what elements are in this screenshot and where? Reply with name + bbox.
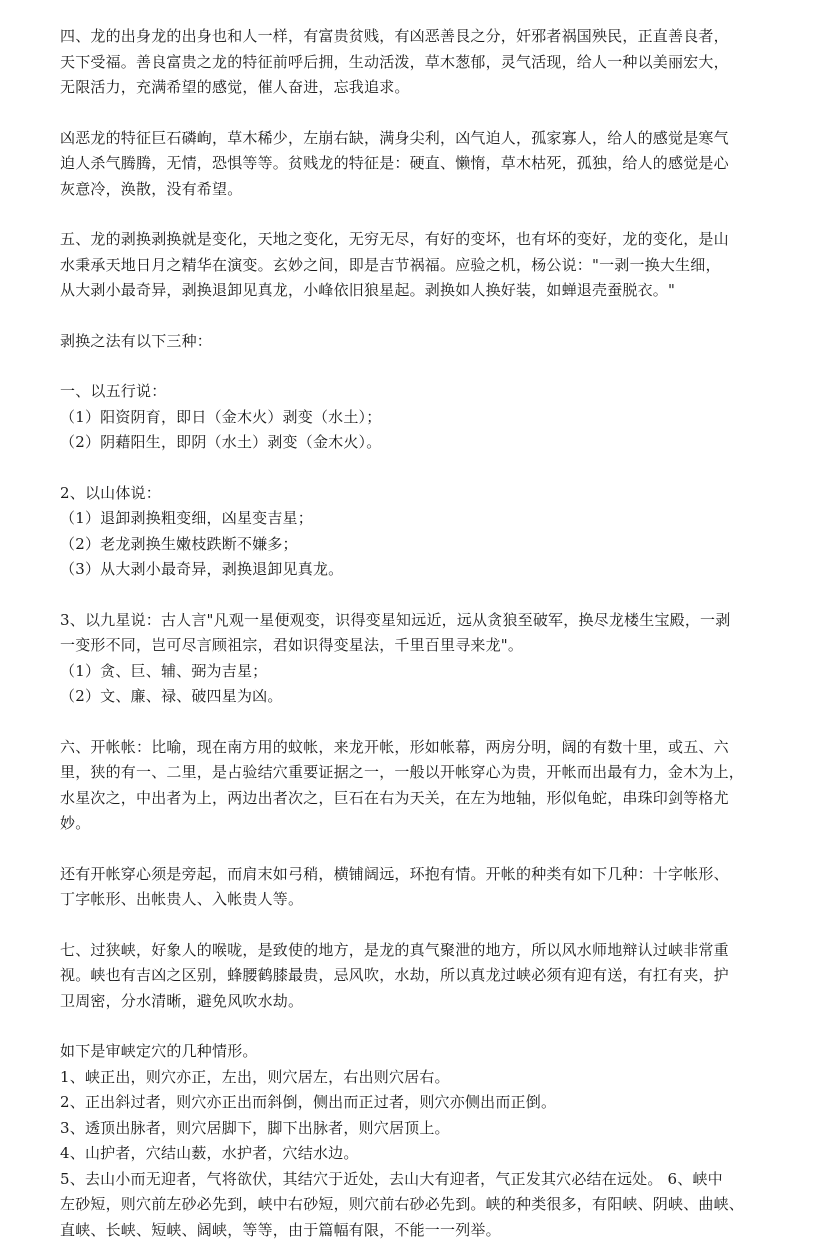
text-line: 灰意冷，涣散，没有希望。: [60, 177, 769, 203]
text-line: 妙。: [60, 811, 769, 837]
text-line: （1）贪、巨、辅、弼为吉星；: [60, 659, 769, 685]
text-line: 2、以山体说：: [60, 481, 769, 507]
text-line: 一变形不同，岂可尽言顾祖宗，君如识得变星法，千里百里寻来龙"。: [60, 633, 769, 659]
text-line: 3、以九星说：古人言"凡观一星便观变，识得变星知远近，远从贪狼至破军，换尽龙楼生宝殿，一剥: [60, 608, 769, 634]
text-line: 天下受福。善良富贵之龙的特征前呼后拥，生动活泼，草木葱郁，灵气活现，给人一种以美丽宏大，: [60, 50, 769, 76]
section-nine-stars: [60, 608, 769, 710]
text-line: 还有开帐穿心须是旁起，而肩末如弓稍，横铺阔远，环抱有情。开帐的种类有如下几种：十字帐形、: [60, 862, 769, 888]
text-line: （2）阴藉阳生，即阴（水土）剥变（金木火）。: [60, 430, 769, 456]
text-line: （3）从大剥小最奇异，剥换退卸见真龙。: [60, 557, 769, 583]
text-line: 2、正出斜过者，则穴亦正出而斜倒，侧出而正过者，则穴亦侧出而正倒。: [60, 1090, 769, 1116]
text-line: 里，狭的有一、二里，是占验结穴重要证据之一，一般以开帐穿心为贵，开帐而出最有力，金木为上，: [60, 760, 769, 786]
section-gorge-passage: [60, 938, 769, 1015]
text-line: 视。峡也有吉凶之区别，蜂腰鹤膝最贵，忌风吹，水劫，所以真龙过峡必须有迎有送，有扛有夹，护: [60, 963, 769, 989]
text-line: 3、透顶出脉者，则穴居脚下，脚下出脉者，则穴居顶上。: [60, 1116, 769, 1142]
text-line: 1、峡正出，则穴亦正，左出，则穴居左，右出则穴居右。: [60, 1065, 769, 1091]
section-evil-dragon: [60, 126, 769, 203]
text-line: 4、山护者，穴结山薮，水护者，穴结水边。: [60, 1141, 769, 1167]
text-line: 凶恶龙的特征巨石磷峋，草木稀少，左崩右缺，满身尖利，凶气迫人，孤家寡人，给人的感觉是寒气: [60, 126, 769, 152]
section-gorge-cases: [60, 1039, 769, 1243]
text-line: 直峡、长峡、短峡、阔峡，等等，由于篇幅有限，不能一一列举。: [60, 1218, 769, 1243]
text-line: （2）文、廉、禄、破四星为凶。: [60, 684, 769, 710]
text-line: （1）阳资阴育，即日（金木火）剥变（水土）；: [60, 405, 769, 431]
section-five-elements: [60, 379, 769, 456]
section-dragon-origin: [60, 24, 769, 101]
text-line: 水秉承天地日月之精华在演变。玄妙之间，即是吉节祸福。应验之机，杨公说："一剥一换大生细，: [60, 253, 769, 279]
text-line: 四、龙的出身龙的出身也和人一样，有富贵贫贱，有凶恶善艮之分，奸邪者祸国殃民，正直善良者，: [60, 24, 769, 50]
text-line: （1）退卸剥换粗变细，凶星变吉星；: [60, 506, 769, 532]
text-line: 一、以五行说：: [60, 379, 769, 405]
text-line: 无限活力，充满希望的感觉，催人奋进，忘我追求。: [60, 75, 769, 101]
text-line: 左砂短，则穴前左砂必先到，峡中右砂短，则穴前右砂必先到。峡的种类很多，有阳峡、阴峡、曲峡、: [60, 1192, 769, 1218]
text-line: 从大剥小最奇异，剥换退卸见真龙，小峰依旧狼星起。剥换如人换好装，如蝉退壳蚕脱衣。": [60, 278, 769, 304]
text-line: 六、开帐帐：比喻，现在南方用的蚊帐，来龙开帐，形如帐幕，两房分明，阔的有数十里，或五、六: [60, 735, 769, 761]
text-line: 迫人杀气腾腾，无情，恐惧等等。贫贱龙的特征是：硬直、懒惰，草木枯死，孤独，给人的感觉是心: [60, 151, 769, 177]
text-line: 五、龙的剥换剥换就是变化，天地之变化，无穷无尽，有好的变坏，也有坏的变好，龙的变化，是山: [60, 227, 769, 253]
text-line: 丁字帐形、出帐贵人、入帐贵人等。: [60, 887, 769, 913]
section-dragon-transform: [60, 227, 769, 304]
text-line: 剥换之法有以下三种：: [60, 329, 769, 355]
text-line: 七、过狭峡，好象人的喉咙，是致使的地方，是龙的真气聚泄的地方，所以风水师地辩认过峡非常重: [60, 938, 769, 964]
text-line: 水星次之，中出者为上，两边出者次之，巨石在右为天关，在左为地轴，形似龟蛇，串珠印剑等格尤: [60, 786, 769, 812]
text-line: （2）老龙剥换生嫩枝跌断不嫌多；: [60, 532, 769, 558]
section-mountain-body: [60, 481, 769, 583]
section-open-tent: [60, 735, 769, 837]
text-line: 如下是审峡定穴的几种情形。: [60, 1039, 769, 1065]
text-line: 卫周密，分水清晰，避免风吹水劫。: [60, 989, 769, 1015]
section-tent-types: [60, 862, 769, 913]
section-transform-methods: [60, 329, 769, 355]
text-line: 5、去山小而无迎者，气将欲伏，其结穴于近处，去山大有迎者，气正发其穴必结在远处。 6、峡中: [60, 1167, 769, 1193]
